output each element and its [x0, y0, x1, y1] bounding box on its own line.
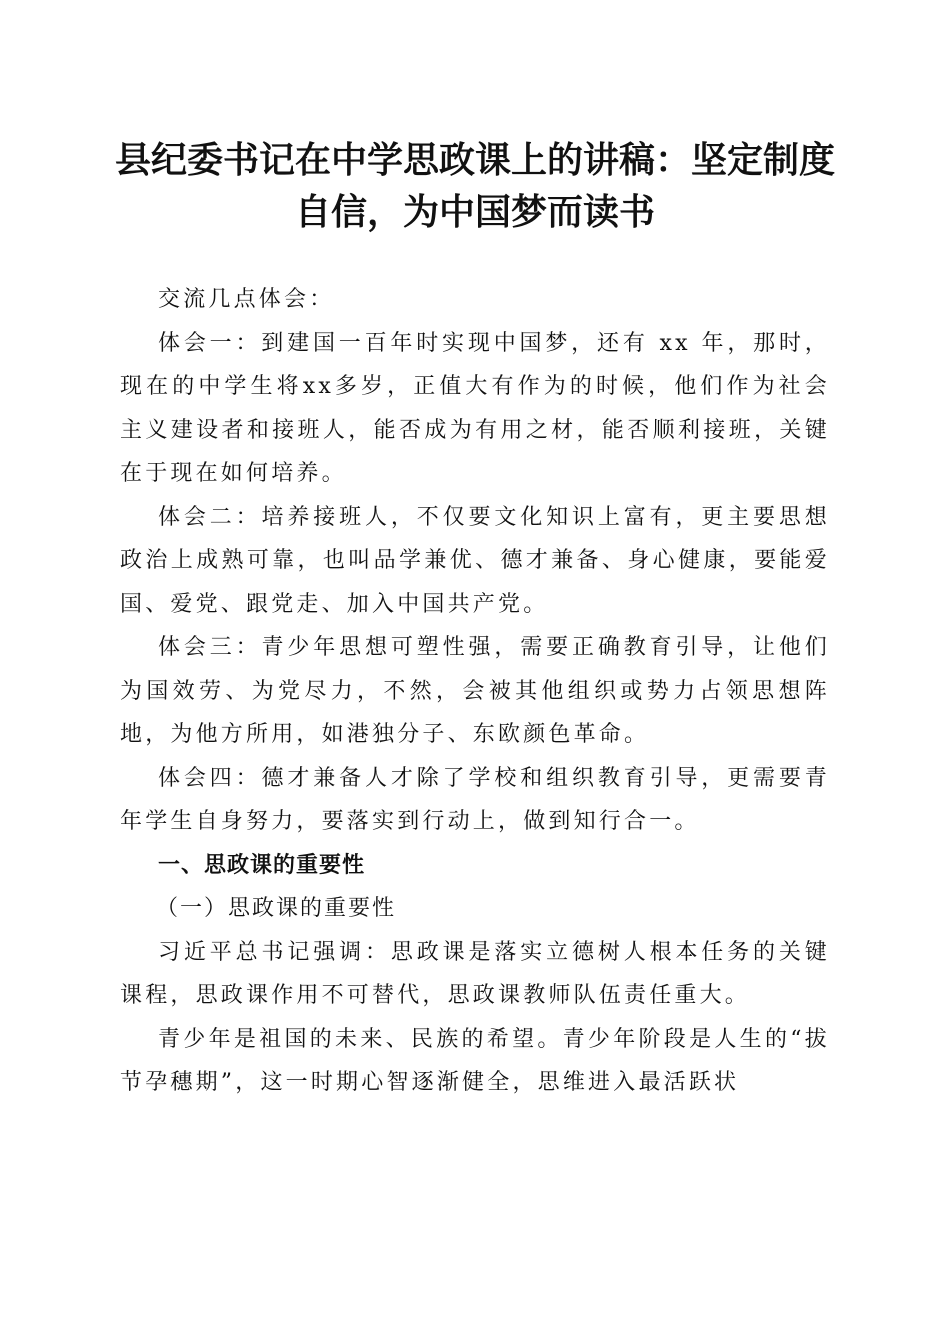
paragraph-insight-4: 体会四：德才兼备人才除了学校和组织教育引导，更需要青年学生自身努力，要落实到行动上，做到知行合一。 — [120, 765, 830, 834]
paragraph-insight-1: 体会一：到建国一百年时实现中国梦，还有 xx 年，那时，现在的中学生将xx多岁，正值大有作为的时候，他们作为社会主义建设者和接班人，能否成为有用之材，能否顺利接班，关键在于现在如何培养。 — [120, 330, 830, 486]
paragraph-insight-3: 体会三：青少年思想可塑性强，需要正确教育引导，让他们为国效劳、为党尽力，不然，会被其他组织或势力占领思想阵地，为他方所用，如港独分子、东欧颜色革命。 — [120, 635, 830, 747]
subsection-heading-1: （一）思政课的重要性 — [156, 896, 397, 921]
section-heading-1: 一、思政课的重要性 — [158, 852, 366, 878]
document-body — [120, 278, 830, 1105]
document-title — [110, 134, 840, 238]
paragraph-insight-2: 体会二：培养接班人，不仅要文化知识上富有，更主要思想政治上成熟可靠，也叫品学兼优、德才兼备、身心健康，要能爱国、爱党、跟党走、加入中国共产党。 — [120, 504, 830, 617]
title-line-1: 县纪委书记在中学思政课上的讲稿：坚定制度 — [114, 139, 835, 181]
title-line-2: 自信，为中国梦而读书 — [294, 191, 655, 233]
paragraph-youth: 青少年是祖国的未来、民族的希望。青少年阶段是人生的“拔节孕穗期”，这一时期心智逐渐健全，思维进入最活跃状 — [120, 1026, 830, 1095]
paragraph-importance: 习近平总书记强调：思政课是落实立德树人根本任务的关键课程，思政课作用不可替代，思政课教师队伍责任重大。 — [120, 939, 830, 1008]
paragraph-intro: 交流几点体会： — [158, 287, 335, 312]
